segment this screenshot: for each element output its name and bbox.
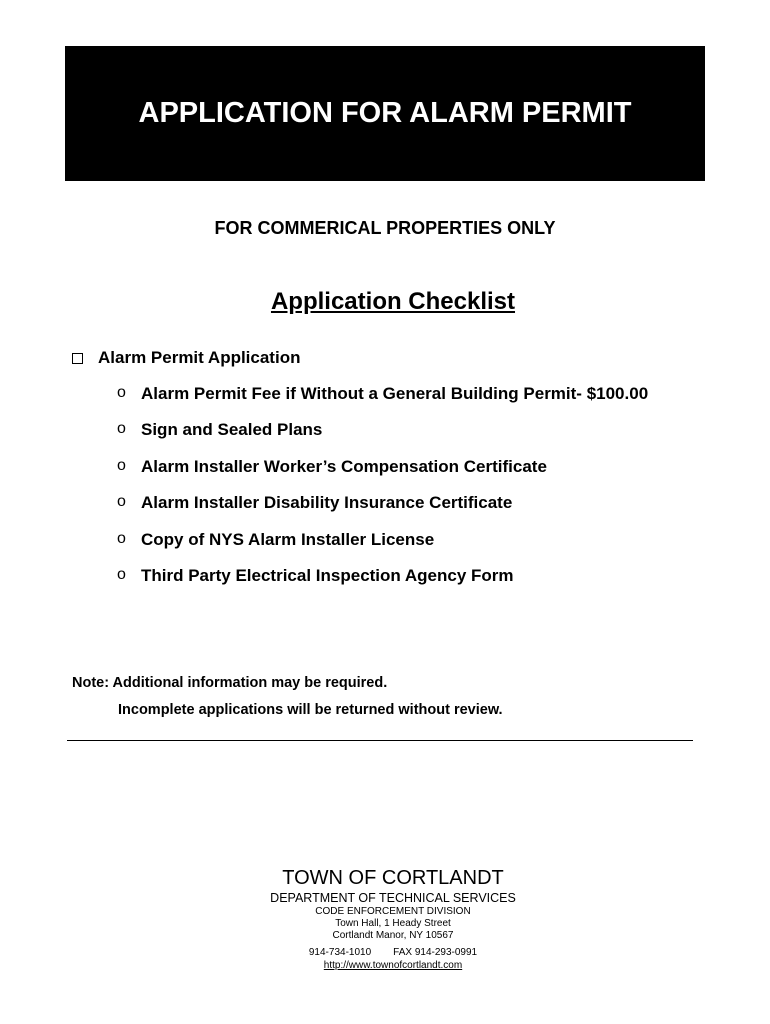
- list-item: [117, 457, 648, 493]
- list-item-label: Third Party Electrical Inspection Agency Form: [141, 565, 514, 585]
- footer-address-1: Town Hall, 1 Heady Street: [335, 918, 451, 929]
- bullet-icon: o: [117, 420, 126, 438]
- note-line-1: Note: Additional information may be required.: [72, 675, 388, 691]
- main-item-label: Alarm Permit Application: [98, 348, 301, 367]
- subtitle: FOR COMMERICAL PROPERTIES ONLY: [214, 218, 556, 238]
- footer: [0, 866, 770, 972]
- list-item: [117, 566, 648, 602]
- footer-fax: FAX 914-293-0991: [393, 947, 478, 958]
- list-item: [117, 384, 648, 420]
- list-item-label: Alarm Installer Disability Insurance Certificate: [141, 493, 513, 513]
- list-item-label: Sign and Sealed Plans: [141, 420, 323, 440]
- bullet-icon: o: [117, 456, 126, 474]
- footer-department: DEPARTMENT OF TECHNICAL SERVICES: [270, 891, 516, 905]
- bullet-icon: o: [117, 493, 126, 511]
- footer-town: TOWN OF CORTLANDT: [282, 867, 504, 889]
- checklist-heading: Application Checklist: [270, 288, 516, 315]
- checklist-main-item: [72, 348, 300, 368]
- bullet-icon: o: [117, 384, 126, 401]
- title-banner: [65, 46, 705, 181]
- note-line-2: Incomplete applications will be returned without review.: [118, 702, 503, 718]
- page-title: APPLICATION FOR ALARM PERMIT: [138, 97, 632, 129]
- bullet-icon: o: [117, 529, 126, 547]
- list-item: [117, 420, 648, 456]
- checklist-sub-items: [117, 384, 648, 602]
- divider: [67, 740, 693, 741]
- list-item-label: Alarm Permit Fee if Without a General Building Permit- $100.00: [141, 384, 649, 403]
- list-item: [117, 530, 648, 566]
- footer-address-2: Cortlandt Manor, NY 10567: [332, 930, 454, 941]
- footer-division: CODE ENFORCEMENT DIVISION: [315, 906, 471, 917]
- footer-phones: [0, 947, 770, 959]
- list-item-label: Alarm Installer Worker’s Compensation Certificate: [141, 456, 547, 476]
- footer-website-link[interactable]: http://www.townofcortlandt.com: [323, 960, 463, 971]
- bullet-icon: o: [117, 565, 126, 583]
- list-item-label: Copy of NYS Alarm Installer License: [141, 529, 435, 549]
- list-item: [117, 493, 648, 529]
- checkbox-icon[interactable]: [72, 353, 83, 364]
- footer-phone: 914-734-1010: [308, 947, 372, 958]
